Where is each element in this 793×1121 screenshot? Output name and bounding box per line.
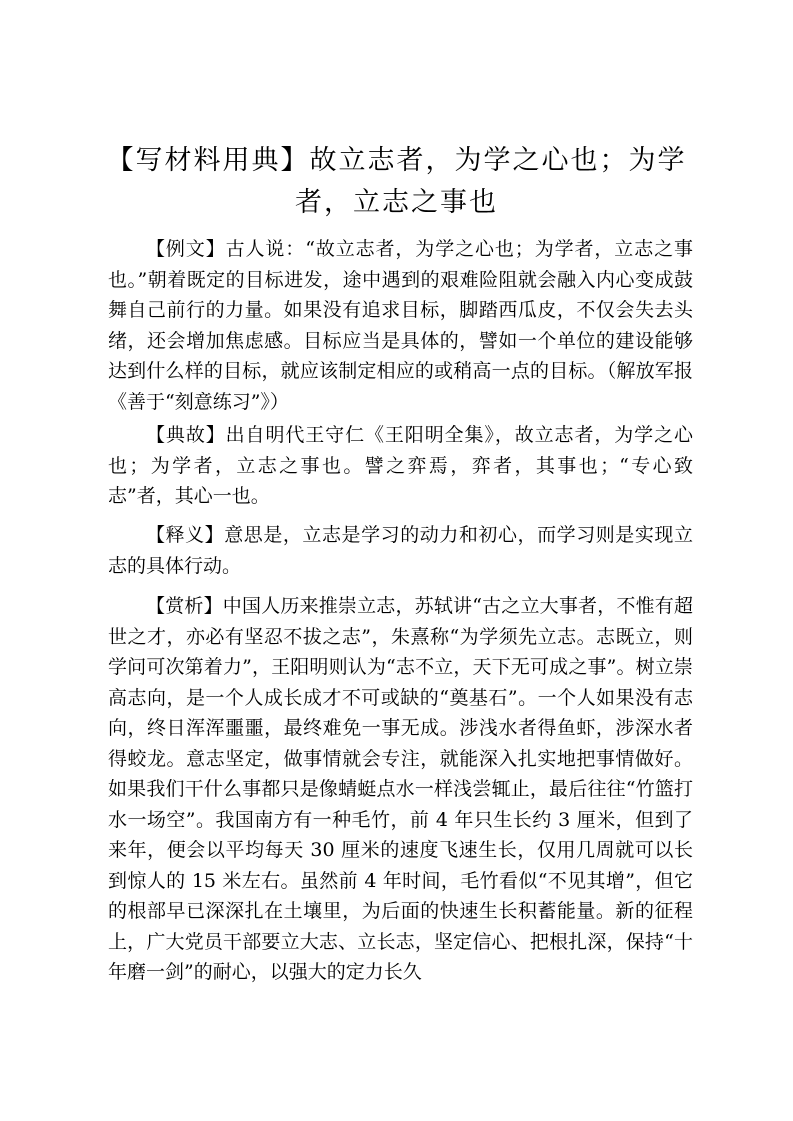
example-paragraph (108, 234, 693, 417)
meaning-tag: 【释义】 (146, 524, 225, 546)
appreciation-text: 中国人历来推崇立志，苏轼讲“古之立大事者，不惟有超世之才，亦必有坚忍不拔之志”，朱熹称“为学须先立志。志既立，则学问可次第着力”，王阳明则认为“志不立，天下无可成之事”。树立崇高志向，是一个人成长成才不可或缺的“奠基石”。一个人如果没有志向，终日浑浑噩噩，最终难免一事无成。涉浅水者得鱼虾，涉深水者得蛟龙。意志坚定，做事情就会专注，就能深入扎实地把事情做好。如果我们干什么事都只是像蜻蜓点水一样浅尝辄止，最后往往“竹篮打水一场空”。我国南方有一种毛竹，前 4 年只生长约 3 厘米，但到了来年，便会以平均每天 30 厘米的速度飞速生长，仅用几周就可以长到惊人的 15 米左右。虽然前 4 年时间，毛竹看似“不见其增”，但它的根部早已深深扎在土壤里，为后面的快速生长积蓄能量。新的征程上，广大党员干部要立大志、立长志，坚定信心、把根扎深，保持“十年磨一剑”的耐心，以强大的定力长久 (108, 595, 693, 983)
appreciation-paragraph (108, 591, 693, 988)
example-tag: 【例文】 (146, 238, 226, 260)
appreciation-tag: 【赏析】 (146, 595, 223, 617)
document-title: 【写材料用典】故立志者，为学之心也；为学者，立志之事也 (106, 145, 687, 218)
meaning-paragraph (108, 520, 693, 581)
allusion-tag: 【典故】 (146, 424, 226, 446)
meaning-text: 意思是，立志是学习的动力和初心，而学习则是实现立志的具体行动。 (108, 524, 693, 577)
allusion-paragraph (108, 420, 693, 512)
example-reference: （解放军报《善于“刻意练习”》） (108, 360, 693, 413)
allusion-text: 出自明代王守仁《王阳明全集》，故立志者，为学之心也；为学者，立志之事也。譬之弈焉，弈者，其事也；“专心致志”者，其心一也。 (108, 424, 693, 507)
example-text: 古人说：“故立志者，为学之心也；为学者，立志之事也。”朝着既定的目标进发，途中遇到的艰难险阻就会融入内心变成鼓舞自己前行的力量。如果没有追求目标，脚踏西瓜皮，不仅会失去头绪，还会增加焦虑感。目标应当是具体的，譬如一个单位的建设能够达到什么样的目标，就应该制定相应的或稍高一点的目标。 (108, 238, 693, 382)
